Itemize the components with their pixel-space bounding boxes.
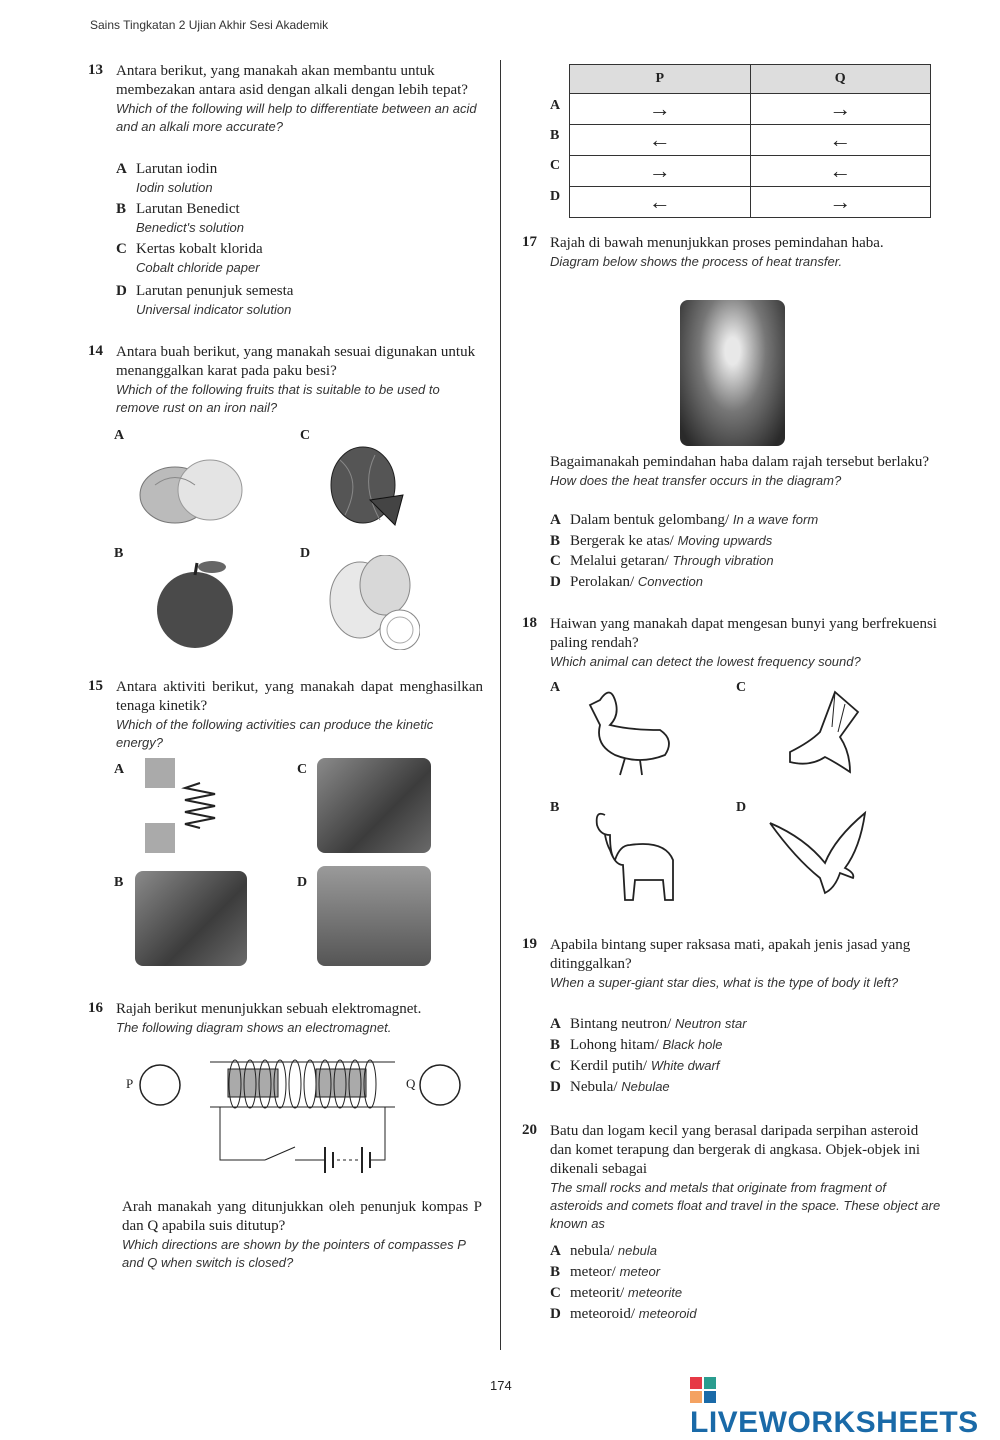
question-number: 19: [522, 936, 537, 952]
question-text-en: The following diagram shows an electromagnet.: [116, 1020, 392, 1035]
bat-image: [780, 682, 860, 782]
option-letter: D: [550, 1306, 561, 1322]
option-text-en: Iodin solution: [136, 180, 213, 195]
option-text-ms: meteoroid/: [570, 1306, 635, 1322]
option-text-en: meteoroid: [638, 1306, 697, 1321]
table-header-p: P: [570, 65, 751, 94]
option-letter: B: [116, 201, 127, 217]
arrow-cell: ←: [570, 125, 751, 156]
question-18: [522, 615, 938, 671]
electromagnet-diagram: [120, 1052, 470, 1182]
option-letter: C: [550, 1285, 561, 1301]
option-text-ms: Kertas kobalt klorida: [136, 241, 263, 257]
option-letter: B: [550, 533, 561, 549]
option-text-ms: Lohong hitam/: [570, 1037, 659, 1053]
option-letter: A: [550, 512, 561, 528]
option-text-ms: Bintang neutron/: [570, 1016, 672, 1032]
duck-image: [580, 680, 680, 780]
option-text-en: White dwarf: [650, 1058, 720, 1073]
question-text-en: How does the heat transfer occurs in the diagram?: [550, 473, 842, 488]
option-text-ms: nebula/: [570, 1243, 615, 1259]
question-text-ms: Antara aktiviti berikut, yang manakah dapat menghasilkan tenaga kinetik?: [116, 679, 483, 714]
option-a[interactable]: [116, 160, 217, 197]
page-number: 174: [490, 1378, 512, 1393]
question-number: 17: [522, 234, 537, 250]
brand-logo[interactable]: [690, 1372, 1000, 1440]
option-text-en: meteorite: [627, 1285, 683, 1300]
row-label-d: D: [550, 189, 561, 204]
brand-text: LIVEWORKSHEETS: [690, 1406, 979, 1439]
option-letter: B: [550, 1264, 561, 1280]
arrow-cell: ←: [750, 156, 931, 187]
eagle-image: [765, 808, 875, 898]
option-letter: D: [550, 574, 561, 590]
table-row[interactable]: [570, 187, 931, 218]
row-label-c: C: [550, 158, 561, 173]
question-text-ms: Rajah di bawah menunjukkan proses pemindahan haba.: [550, 235, 884, 251]
option-text-en: Nebulae: [621, 1079, 670, 1094]
option-a[interactable]: [550, 1015, 747, 1034]
option-b[interactable]: [550, 1036, 722, 1055]
question-text-en: Which of the following will help to differentiate between an acid and an alkali more accurate?: [116, 101, 477, 134]
question-number: 15: [88, 678, 103, 694]
question-16-ask: [122, 1198, 482, 1272]
option-letter: A: [116, 161, 127, 177]
question-text-ms: Haiwan yang manakah dapat mengesan bunyi yang berfrekuensi paling rendah?: [550, 616, 937, 651]
question-text-en: When a super-giant star dies, what is the type of body it left?: [550, 975, 899, 990]
arrow-cell: ←: [570, 187, 751, 218]
power-plant-image: [317, 866, 431, 966]
question-text-ms: Apabila bintang super raksasa mati, apakah jenis jasad yang ditinggalkan?: [550, 937, 911, 972]
option-text-en: Universal indicator solution: [136, 302, 292, 317]
question-text-en: Which of the following activities can produce the kinetic energy?: [116, 717, 434, 750]
question-number: 18: [522, 615, 537, 631]
arrow-cell: →: [750, 187, 931, 218]
question-text-en: Which directions are shown by the pointers of compasses P and Q when switch is closed?: [122, 1237, 466, 1270]
option-label-c[interactable]: C: [300, 428, 311, 443]
question-19: [522, 936, 942, 992]
question-17-ask: [550, 453, 936, 490]
option-letter: C: [116, 241, 127, 257]
question-text-ms: Bagaimanakah pemindahan haba dalam rajah tersebut berlaku?: [550, 454, 929, 470]
option-d[interactable]: [550, 573, 703, 592]
question-number: 13: [88, 62, 103, 78]
table-header-q: Q: [750, 65, 931, 94]
lemon-image: [320, 555, 420, 650]
option-text-ms: Kerdil putih/: [570, 1058, 648, 1074]
question-text-en: Which animal can detect the lowest frequency sound?: [550, 654, 861, 669]
option-c[interactable]: [550, 1284, 682, 1303]
spring-hand-image: [145, 758, 230, 853]
option-label-a[interactable]: A: [114, 428, 125, 443]
option-text-ms: Larutan Benedict: [136, 201, 240, 217]
arrow-cell: →: [570, 156, 751, 187]
option-label-d[interactable]: D: [736, 800, 747, 815]
option-c[interactable]: [550, 1057, 719, 1076]
option-label-a[interactable]: A: [114, 762, 125, 777]
option-text-ms: Larutan penunjuk semesta: [136, 283, 294, 299]
question-text-ms: Antara buah berikut, yang manakah sesuai digunakan untuk menanggalkan karat pada paku besi?: [116, 344, 476, 379]
option-text-ms: Larutan iodin: [136, 161, 218, 177]
option-text-ms: Dalam bentuk gelombang/: [570, 512, 730, 528]
option-label-b[interactable]: B: [550, 800, 560, 815]
apple-image: [150, 555, 240, 650]
question-13: [88, 62, 483, 136]
option-text-ms: Bergerak ke atas/: [570, 533, 674, 549]
option-b[interactable]: [550, 532, 772, 551]
question-16: [88, 1000, 483, 1037]
option-c[interactable]: [550, 552, 774, 571]
table-row[interactable]: [570, 156, 931, 187]
question-17: [522, 234, 938, 271]
option-label-d[interactable]: D: [297, 875, 308, 890]
question-number: 16: [88, 1000, 103, 1016]
question-20: [522, 1122, 942, 1233]
option-text-en: Convection: [637, 574, 703, 589]
option-text-en: In a wave form: [732, 512, 819, 527]
mangosteen-image: [130, 450, 250, 530]
option-text-en: meteor: [619, 1264, 661, 1279]
row-label-a: A: [550, 98, 561, 113]
arrow-cell: →: [570, 94, 751, 125]
option-label-c[interactable]: C: [736, 680, 747, 695]
option-letter: C: [550, 553, 561, 569]
question-15: [88, 678, 483, 752]
option-d[interactable]: [116, 282, 293, 319]
boiling-pot-image: [317, 758, 431, 853]
option-a[interactable]: [550, 511, 818, 530]
option-label-b[interactable]: B: [114, 546, 124, 561]
option-letter: D: [116, 283, 127, 299]
option-text-ms: Nebula/: [570, 1079, 618, 1095]
option-letter: B: [550, 1037, 561, 1053]
watermelon-image: [325, 440, 405, 530]
arrow-cell: →: [750, 94, 931, 125]
option-text-en: Cobalt chloride paper: [136, 260, 260, 275]
option-a[interactable]: [550, 1242, 657, 1261]
option-letter: D: [550, 1079, 561, 1095]
hot-air-balloon-image: [680, 300, 785, 446]
question-number: 20: [522, 1122, 537, 1138]
option-d[interactable]: [550, 1078, 670, 1097]
question-text-en: Which of the following fruits that is suitable to be used to remove rust on an iron nail?: [116, 382, 440, 415]
option-letter: A: [550, 1243, 561, 1259]
question-text-ms: Batu dan logam kecil yang berasal daripada serpihan asteroid dan komet terapung dan bergerak di angkasa. Objek-objek ini dikenali sebagai: [550, 1123, 921, 1177]
option-text-ms: meteor/: [570, 1264, 616, 1280]
table-row[interactable]: [570, 125, 931, 156]
option-text-en: nebula: [617, 1243, 657, 1258]
option-b[interactable]: [550, 1263, 660, 1282]
compass-q-label: Q: [406, 1076, 416, 1091]
option-text-ms: Perolakan/: [570, 574, 635, 590]
race-car-image: [135, 871, 247, 966]
table-row[interactable]: [570, 94, 931, 125]
option-text-en: Through vibration: [672, 553, 774, 568]
elephant-image: [585, 805, 680, 905]
question-text-ms: Rajah berikut menunjukkan sebuah elektromagnet.: [116, 1001, 422, 1017]
answer-table: [569, 64, 931, 218]
option-b[interactable]: [116, 200, 244, 237]
option-letter: A: [550, 1016, 561, 1032]
compass-p-label: P: [126, 1076, 134, 1091]
option-label-d[interactable]: D: [300, 546, 311, 561]
option-text-ms: meteorit/: [570, 1285, 625, 1301]
option-label-c[interactable]: C: [297, 762, 308, 777]
question-text-en: The small rocks and metals that originate from fragment of asteroids and comets float and travel in the space. These object are known as: [550, 1180, 941, 1231]
option-label-b[interactable]: B: [114, 875, 124, 890]
option-text-ms: Melalui getaran/: [570, 553, 669, 569]
option-text-en: Benedict's solution: [136, 220, 244, 235]
page-header: Sains Tingkatan 2 Ujian Akhir Sesi Akademik: [90, 18, 329, 32]
column-divider: [500, 60, 501, 1350]
liveworksheets-icon: [690, 1377, 716, 1403]
option-text-en: Moving upwards: [677, 533, 773, 548]
option-letter: C: [550, 1058, 561, 1074]
option-d[interactable]: [550, 1305, 697, 1324]
option-text-en: Neutron star: [675, 1016, 747, 1031]
question-14: [88, 343, 483, 417]
option-text-en: Black hole: [662, 1037, 723, 1052]
question-text-ms: Arah manakah yang ditunjukkan oleh penunjuk kompas P dan Q apabila suis ditutup?: [122, 1199, 482, 1234]
arrow-cell: ←: [750, 125, 931, 156]
question-text-en: Diagram below shows the process of heat transfer.: [550, 254, 843, 269]
question-text-ms: Antara berikut, yang manakah akan membantu untuk membezakan antara asid dengan alkali dengan lebih tepat?: [116, 63, 468, 98]
question-number: 14: [88, 343, 103, 359]
option-label-a[interactable]: A: [550, 680, 561, 695]
option-c[interactable]: [116, 240, 263, 277]
row-label-b: B: [550, 128, 560, 143]
